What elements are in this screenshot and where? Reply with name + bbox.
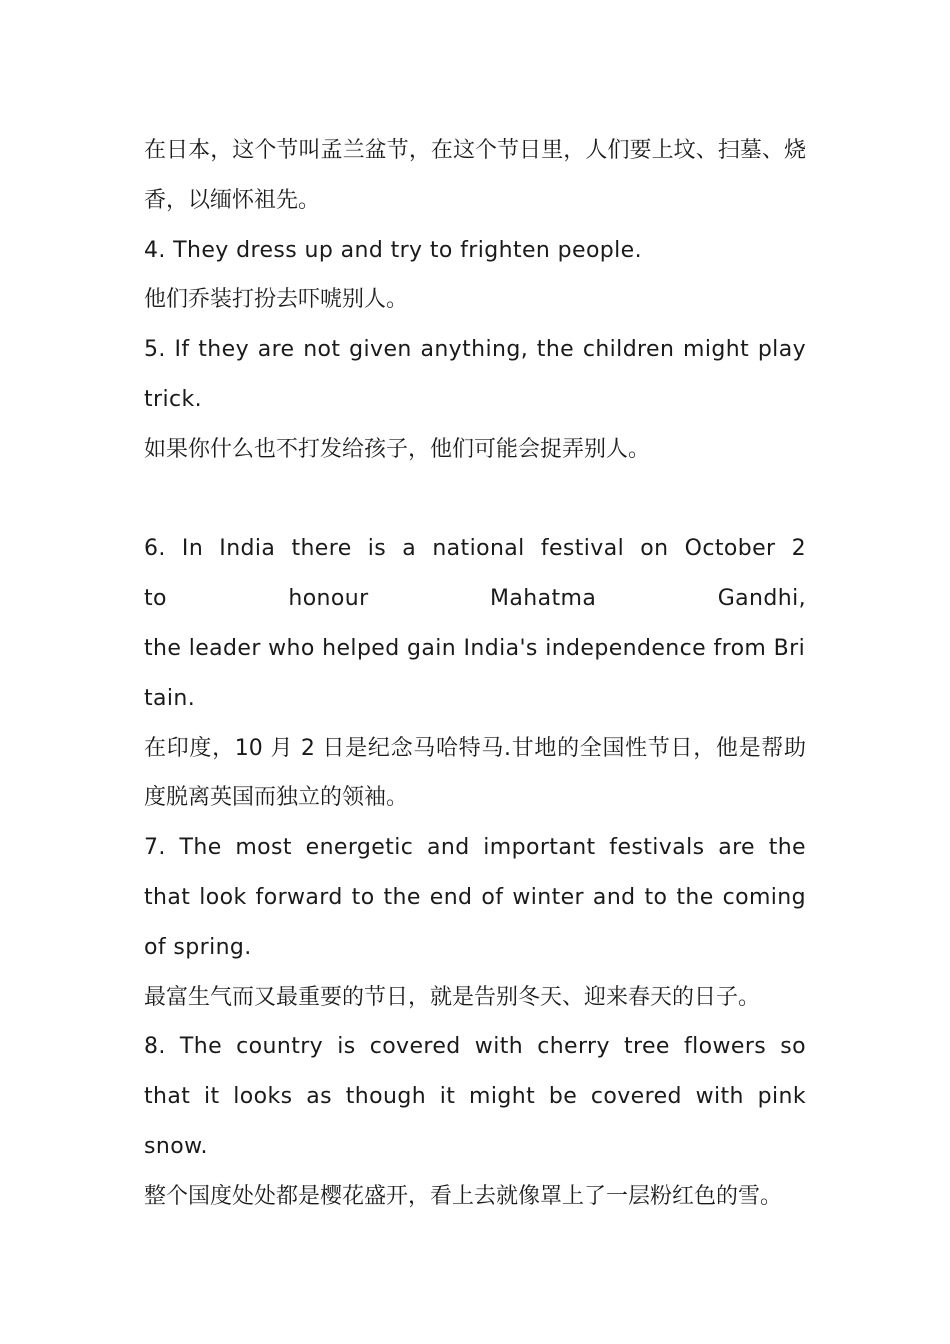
text-line: 他们乔装打扮去吓唬别人。 — [144, 287, 409, 313]
text-line: snow. — [144, 1133, 208, 1159]
text-line: 度脱离英国而独立的领袖。 — [144, 785, 409, 811]
blank-line — [144, 475, 806, 525]
text-line: the leader who helped gain India's independence from Bri — [144, 635, 806, 661]
text-line: trick. — [144, 386, 203, 412]
text-line: to honour Mahatma Gandhi, — [144, 586, 806, 612]
text-line: that look forward to the end of winter and to the coming — [144, 884, 806, 910]
text-line: 整个国度处处都是樱花盛开，看上去就像罩上了一层粉红色的雪。 — [144, 1183, 783, 1209]
text-line: 4. They dress up and try to frighten people. — [144, 237, 643, 263]
text-line: 6. In India there is a national festival on October 2 — [144, 536, 806, 562]
text-line: that it looks as though it might be covered with pink — [144, 1084, 806, 1110]
text-line: 香，以缅怀祖先。 — [144, 187, 321, 213]
text-line: 7. The most energetic and important festivals are the — [144, 835, 806, 861]
text-line: 如果你什么也不打发给孩子，他们可能会捉弄别人。 — [144, 436, 651, 462]
text-line: 最富生气而又最重要的节日，就是告别冬天、迎来春天的日子。 — [144, 984, 761, 1010]
text-line: 在印度，10 月 2 日是纪念马哈特马.甘地的全国性节日，他是帮助 — [144, 735, 806, 761]
document-body — [144, 126, 806, 1222]
text-line: tain. — [144, 685, 196, 711]
text-line: 在日本，这个节叫孟兰盆节，在这个节日里，人们要上坟、扫墓、烧 — [144, 138, 806, 163]
text-line: 8. The country is covered with cherry tree flowers so — [144, 1034, 806, 1060]
text-line: of spring. — [144, 934, 252, 960]
text-line: 5. If they are not given anything, the children might play — [144, 337, 806, 363]
